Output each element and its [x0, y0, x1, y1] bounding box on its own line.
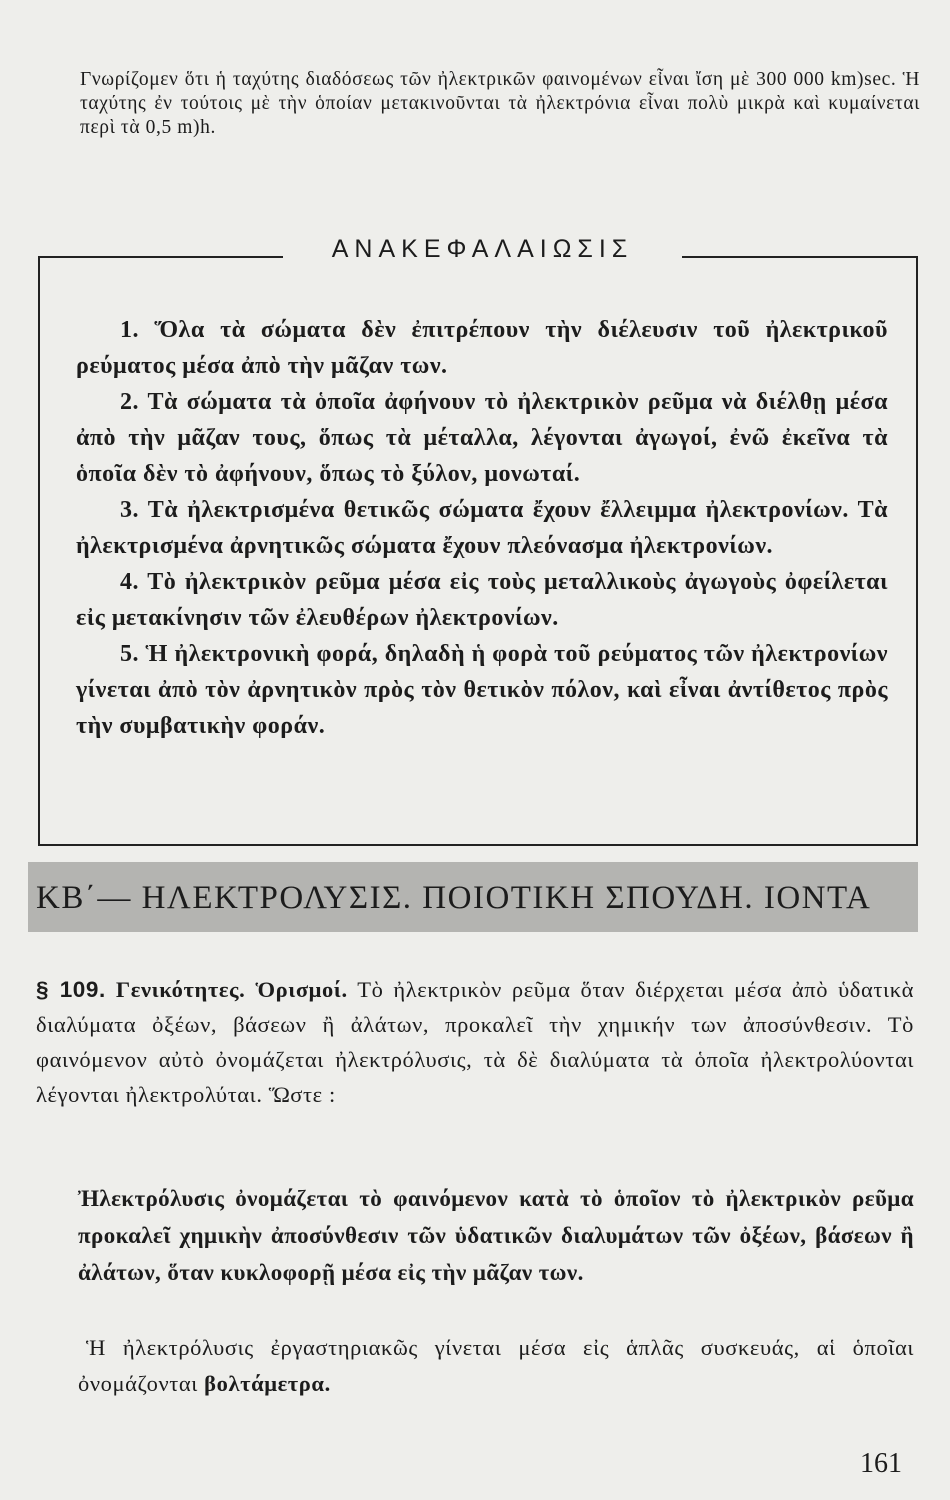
section-body: Τὸ ἠλεκτρικὸν ρεῦμα ὅταν διέρχεται μέσα ἀπὸ ὑδατικὰ διαλύματα ὀξέων, βάσεων ἢ ἀλάτων, προκαλεῖ τὴν χημικήν των ἀποσύνθεσιν. Τὸ φαινόμενον αὐτὸ ὀνομάζεται ἠλεκτρόλυσις, τὰ δὲ διαλύματα τὰ ὁποῖα ἠλεκτρολύονται λέγονται ἠλεκτρολύται. Ὥστε :	[36, 977, 915, 1107]
intro-text: Γνωρίζομεν ὅτι ἡ ταχύτης διαδόσεως τῶν ἠλεκτρικῶν φαινομένων εἶναι ἴση μὲ 300 000 km)sec. Ἡ ταχύτης ἐν τούτοις μὲ τὴν ὁποίαν μετακινοῦνται τὰ ἠλεκτρόνια εἶναι πολὺ μικρὰ καὶ κυμαίνεται περὶ τὰ 0,5 m)h.	[80, 69, 920, 138]
section-paragraph	[36, 972, 914, 1112]
summary-list	[76, 312, 888, 744]
summary-item-1: 1. Ὅλα τὰ σώματα δὲν ἐπιτρέπουν τὴν διέλευσιν τοῦ ἠλεκτρικοῦ ρεύματος μέσα ἀπὸ τὴν μᾶζαν των.	[76, 317, 888, 379]
section-109	[36, 972, 914, 1112]
section-number: § 109.	[36, 977, 106, 1002]
summary-item-5: 5. Ἡ ἠλεκτρονικὴ φορά, δηλαδὴ ἡ φορὰ τοῦ ρεύματος τῶν ἠλεκτρονίων γίνεται ἀπὸ τὸν ἀρνητικὸν πρὸς τὸν θετικὸν πόλον, καὶ εἶναι ἀντίθετος πρὸς τὴν συμβατικὴν φοράν.	[76, 641, 888, 739]
section-heading: Γενικότητες. Ὁρισμοί.	[115, 977, 348, 1002]
closing-sentence	[78, 1330, 914, 1402]
definition-text: Ἠλεκτρόλυσις ὀνομάζεται τὸ φαινόμενον κατὰ τὸ ὁποῖον τὸ ἠλεκτρικὸν ρεῦμα προκαλεῖ χημικὴν ἀποσύνθεσιν τῶν ὑδατικῶν διαλυμάτων τῶν ὀξέων, βάσεων ἢ ἀλάτων, ὅταν κυκλοφορῇ μέσα εἰς τὴν μᾶζαν των.	[78, 1186, 914, 1285]
summary-item-3: 3. Τὰ ἠλεκτρισμένα θετικῶς σώματα ἔχουν ἔλλειμμα ἠλεκτρονίων. Τὰ ἠλεκτρισμένα ἀρνητικῶς σώματα ἔχουν πλεόνασμα ἠλεκτρονίων.	[76, 497, 888, 559]
chapter-title: ΚΒ΄— ΗΛΕΚΤΡΟΛΥΣΙΣ. ΠΟΙΟΤΙΚΗ ΣΠΟΥΔΗ. ΙΟΝΤΑ	[36, 880, 872, 916]
summary-item-2: 2. Τὰ σώματα τὰ ὁποῖα ἀφήνουν τὸ ἠλεκτρικὸν ρεῦμα νὰ διέλθῃ μέσα ἀπὸ τὴν μᾶζαν τους, ὅπως τὰ μέταλλα, λέγονται ἀγωγοί, ἐνῶ ἐκεῖνα τὰ ὁποῖα δὲν τὸ ἀφήνουν, ὅπως τὸ ξύλον, μονωταί.	[76, 389, 888, 487]
closing-paragraph	[78, 1330, 914, 1402]
closing-text: Ἡ ἠλεκτρόλυσις ἐργαστηριακῶς γίνεται μέσα εἰς ἁπλᾶς συσκευάς, αἱ ὁποῖαι ὀνομάζονται	[78, 1335, 914, 1396]
summary-title: ΑΝΑΚΕΦΑΛΑΙΩΣΙΣ	[331, 235, 634, 263]
page-number: 161	[860, 1448, 902, 1479]
definition-paragraph	[78, 1180, 914, 1291]
closing-term: βολτάμετρα.	[204, 1371, 331, 1396]
summary-item-4: 4. Τὸ ἠλεκτρικὸν ρεῦμα μέσα εἰς τοὺς μεταλλικοὺς ἀγωγοὺς ὀφείλεται εἰς μετακίνησιν τῶν ἐλευθέρων ἠλεκτρονίων.	[76, 569, 888, 631]
intro-paragraph	[80, 68, 920, 140]
